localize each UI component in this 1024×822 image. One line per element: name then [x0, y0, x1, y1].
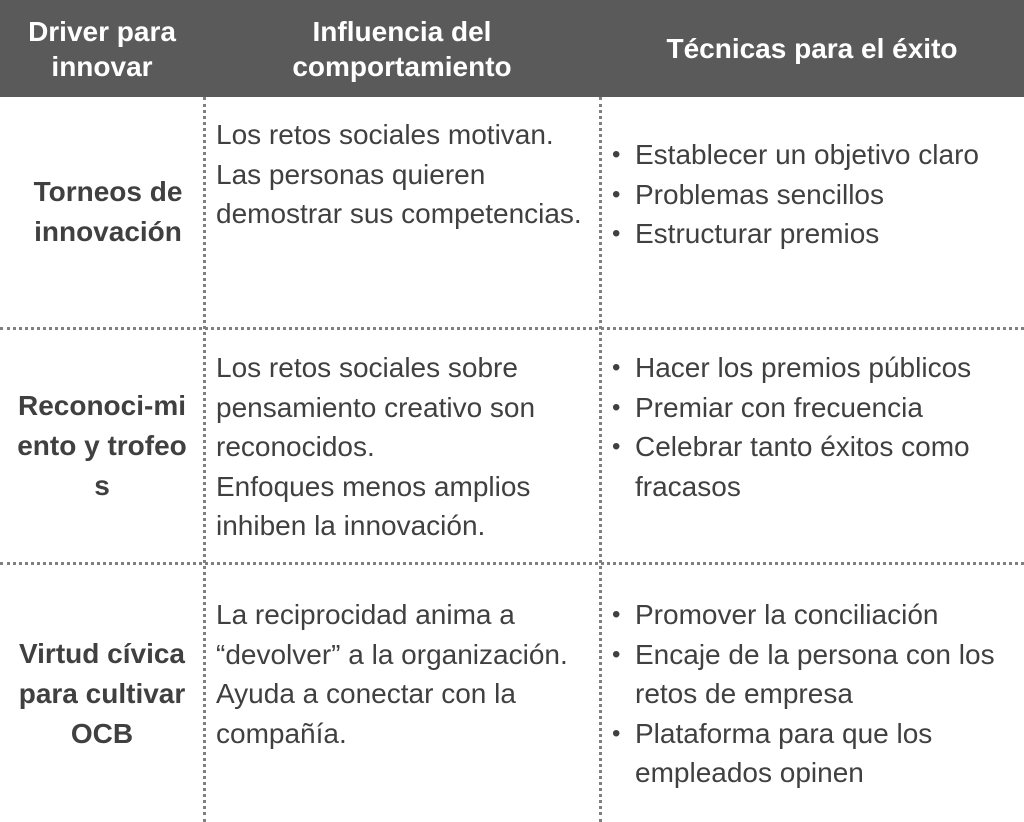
technique-item: • Promover la conciliación — [610, 595, 1018, 635]
technique-item: • Encaje de la persona con los retos de empresa — [610, 635, 1018, 714]
table-row — [0, 565, 1024, 822]
influence-text: Los retos sociales sobre pensamiento creativo son reconocidos. — [216, 352, 536, 462]
techniques-cell — [610, 348, 1018, 506]
header-techniques: Técnicas para el éxito — [666, 33, 958, 64]
techniques-cell — [610, 595, 1018, 793]
influence-cell — [216, 348, 600, 546]
driver-cell: Torneos de innovación — [33, 176, 183, 247]
influence-text: Los retos sociales motivan. — [216, 119, 554, 150]
influence-cell — [216, 595, 600, 753]
header-driver: Driver para innovar — [28, 15, 176, 82]
header-influence: Influencia del comportamiento — [292, 15, 512, 82]
table-row — [0, 330, 1024, 562]
technique-item: • Hacer los premios públicos — [610, 348, 1018, 388]
technique-item: • Plataforma para que los empleados opinen — [610, 714, 1018, 793]
influence-text: La reciprocidad anima a “devolver” a la organización. Ayuda a conectar con la compañía. — [216, 599, 568, 749]
table-row — [0, 97, 1024, 327]
table-header — [0, 0, 1024, 97]
influence-text: Enfoques menos amplios inhiben la innovación. — [216, 470, 531, 541]
technique-item: • Premiar con frecuencia — [610, 388, 1018, 428]
driver-cell — [0, 565, 204, 822]
technique-item: • Celebrar tanto éxitos como fracasos — [610, 427, 1018, 506]
technique-item: • Establecer un objetivo claro — [610, 135, 1018, 175]
driver-cell — [0, 330, 204, 562]
technique-item: • Problemas sencillos — [610, 175, 1018, 215]
influence-text: Las personas quieren demostrar sus competencias. — [216, 158, 582, 229]
driver-text: Reconoci-miento y trofeos — [17, 390, 187, 501]
technique-item: • Estructurar premios — [610, 214, 1018, 254]
techniques-cell — [610, 135, 1018, 254]
driver-text: Virtud cívica para cultivar OCB — [18, 637, 186, 749]
influence-cell — [216, 115, 600, 234]
